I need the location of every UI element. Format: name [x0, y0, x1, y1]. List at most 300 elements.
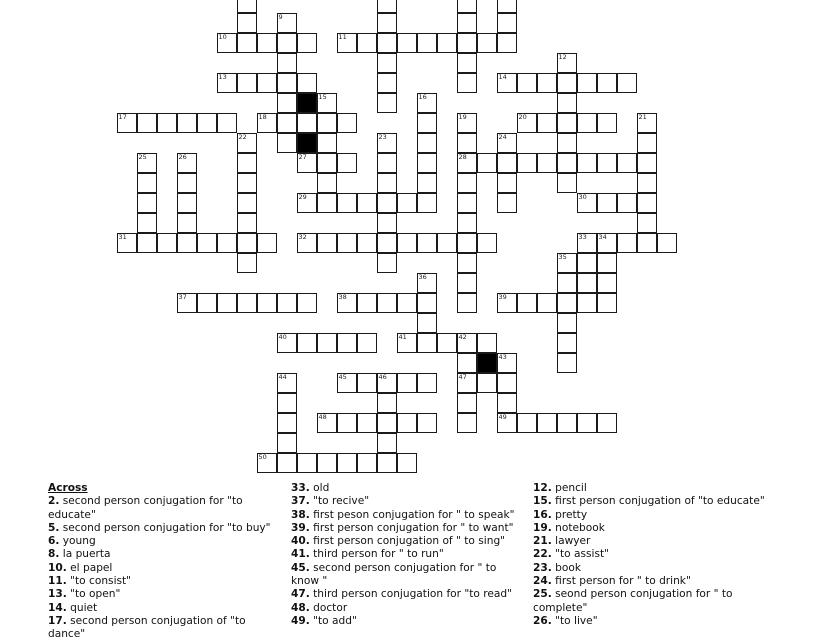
grid-cell[interactable]	[157, 113, 177, 133]
grid-cell[interactable]	[237, 293, 257, 313]
grid-cell[interactable]	[457, 13, 477, 33]
grid-cell[interactable]	[417, 293, 437, 313]
grid-cell[interactable]	[457, 33, 477, 53]
grid-cell[interactable]	[377, 193, 397, 213]
grid-cell[interactable]	[357, 453, 377, 473]
grid-cell[interactable]	[237, 133, 257, 153]
grid-cell[interactable]	[357, 413, 377, 433]
grid-cell[interactable]	[497, 133, 517, 153]
grid-cell[interactable]	[457, 373, 477, 393]
clue-number: 14	[498, 72, 507, 81]
grid-cell[interactable]	[597, 73, 617, 93]
grid-cell[interactable]	[557, 73, 577, 93]
grid-cell[interactable]	[337, 153, 357, 173]
grid-cell[interactable]	[457, 353, 477, 373]
grid-cell[interactable]	[277, 93, 297, 113]
grid-cell[interactable]	[637, 153, 657, 173]
clue-number: 50	[258, 452, 267, 461]
clue-item	[533, 522, 773, 535]
grid-cell[interactable]	[137, 153, 157, 173]
grid-cell[interactable]	[197, 233, 217, 253]
clue-item-number: 14.	[48, 601, 67, 614]
clue-item-number: 16.	[533, 508, 552, 521]
grid-cell[interactable]	[277, 293, 297, 313]
clue-item-number: 45.	[291, 561, 310, 574]
grid-cell[interactable]	[357, 293, 377, 313]
grid-cell[interactable]	[277, 113, 297, 133]
grid-cell[interactable]	[377, 233, 397, 253]
clue-item-number: 13.	[48, 588, 67, 601]
clue-item	[48, 495, 286, 522]
grid-cell[interactable]	[457, 293, 477, 313]
clue-number: 13	[218, 72, 227, 81]
grid-cell[interactable]	[497, 193, 517, 213]
grid-cell[interactable]	[277, 53, 297, 73]
grid-cell[interactable]	[337, 373, 357, 393]
grid-cell[interactable]	[317, 333, 337, 353]
grid-cell[interactable]	[457, 253, 477, 273]
grid-cell[interactable]	[597, 193, 617, 213]
grid-cell[interactable]	[277, 453, 297, 473]
clue-item-number: 19.	[533, 521, 552, 534]
clue-number: 35	[558, 252, 567, 261]
grid-cell[interactable]	[417, 313, 437, 333]
grid-cell[interactable]	[577, 73, 597, 93]
grid-cell[interactable]	[577, 293, 597, 313]
grid-cell[interactable]	[217, 233, 237, 253]
clue-item-text: pretty	[551, 508, 588, 521]
grid-cell[interactable]	[337, 453, 357, 473]
grid-cell[interactable]	[417, 373, 437, 393]
clue-item-number: 5.	[48, 521, 60, 534]
grid-cell[interactable]	[377, 53, 397, 73]
grid-cell[interactable]	[557, 413, 577, 433]
grid-cell[interactable]	[177, 193, 197, 213]
grid-cell[interactable]	[397, 373, 417, 393]
grid-cell[interactable]	[417, 173, 437, 193]
grid-cell[interactable]	[477, 233, 497, 253]
clue-number: 27	[298, 152, 307, 161]
grid-cell[interactable]	[597, 273, 617, 293]
grid-cell[interactable]	[297, 153, 317, 173]
clue-item	[291, 548, 527, 561]
grid-cell[interactable]	[417, 233, 437, 253]
grid-cell[interactable]	[377, 73, 397, 93]
grid-cell[interactable]	[377, 433, 397, 453]
grid-cell[interactable]	[497, 293, 517, 313]
grid-cell[interactable]	[377, 253, 397, 273]
clue-item-text: first peson conjugation for " to speak"	[309, 508, 515, 521]
grid-cell[interactable]	[317, 173, 337, 193]
grid-cell[interactable]	[317, 93, 337, 113]
grid-cell[interactable]	[297, 33, 317, 53]
grid-cell[interactable]	[517, 413, 537, 433]
grid-cell[interactable]	[297, 293, 317, 313]
grid-cell[interactable]	[377, 13, 397, 33]
clue-number: 24	[498, 132, 507, 141]
grid-cell[interactable]	[337, 193, 357, 213]
grid-cell[interactable]	[157, 233, 177, 253]
grid-cell[interactable]	[457, 333, 477, 353]
grid-cell[interactable]	[577, 113, 597, 133]
grid-cell[interactable]	[537, 73, 557, 93]
grid-cell[interactable]	[617, 193, 637, 213]
grid-cell[interactable]	[457, 113, 477, 133]
grid-cell[interactable]	[217, 113, 237, 133]
grid-cell[interactable]	[237, 173, 257, 193]
grid-cell[interactable]	[497, 353, 517, 373]
grid-cell[interactable]	[277, 433, 297, 453]
grid-cell[interactable]	[577, 413, 597, 433]
grid-cell[interactable]	[317, 113, 337, 133]
grid-cell[interactable]	[297, 73, 317, 93]
grid-cell[interactable]	[457, 153, 477, 173]
grid-cell[interactable]	[397, 413, 417, 433]
clue-item-number: 23.	[533, 561, 552, 574]
grid-cell[interactable]	[257, 293, 277, 313]
grid-cell[interactable]	[377, 413, 397, 433]
grid-cell[interactable]	[177, 173, 197, 193]
clue-number: 10	[218, 32, 227, 41]
clue-number: 29	[298, 192, 307, 201]
grid-cell[interactable]	[357, 333, 377, 353]
grid-cell[interactable]	[177, 113, 197, 133]
clue-number: 48	[318, 412, 327, 421]
grid-cell[interactable]	[457, 73, 477, 93]
clue-item	[48, 615, 286, 642]
clue-item	[533, 548, 773, 561]
grid-cell[interactable]	[337, 233, 357, 253]
clue-number: 38	[338, 292, 347, 301]
grid-cell[interactable]	[277, 333, 297, 353]
clue-number: 16	[418, 92, 427, 101]
grid-cell[interactable]	[597, 153, 617, 173]
grid-cell[interactable]	[497, 13, 517, 33]
clue-number: 28	[458, 152, 467, 161]
grid-cell[interactable]	[417, 193, 437, 213]
grid-cell[interactable]	[137, 233, 157, 253]
grid-cell[interactable]	[497, 393, 517, 413]
grid-cell[interactable]	[597, 233, 617, 253]
clue-item-number: 21.	[533, 535, 552, 548]
clue-item	[291, 562, 527, 589]
grid-cell[interactable]	[557, 153, 577, 173]
grid-cell[interactable]	[557, 353, 577, 373]
clue-item-text: book	[551, 561, 581, 574]
grid-cell[interactable]	[237, 233, 257, 253]
grid-cell[interactable]	[457, 273, 477, 293]
grid-cell[interactable]	[417, 93, 437, 113]
grid-cell[interactable]	[177, 233, 197, 253]
grid-cell[interactable]	[637, 133, 657, 153]
blocked-cell	[297, 93, 317, 113]
clue-item-text: second person conjugation for "to educate"	[48, 495, 243, 521]
grid-cell[interactable]	[377, 33, 397, 53]
grid-cell[interactable]	[397, 233, 417, 253]
clue-number: 42	[458, 332, 467, 341]
grid-cell[interactable]	[457, 393, 477, 413]
grid-cell[interactable]	[237, 213, 257, 233]
grid-cell[interactable]	[417, 153, 437, 173]
grid-cell[interactable]	[597, 253, 617, 273]
grid-cell[interactable]	[277, 73, 297, 93]
grid-cell[interactable]	[637, 193, 657, 213]
grid-cell[interactable]	[357, 193, 377, 213]
clue-item-number: 22.	[533, 548, 552, 561]
grid-cell[interactable]	[497, 33, 517, 53]
grid-cell[interactable]	[197, 293, 217, 313]
grid-cell[interactable]	[257, 33, 277, 53]
grid-cell[interactable]	[557, 173, 577, 193]
grid-cell[interactable]	[297, 113, 317, 133]
grid-cell[interactable]	[117, 113, 137, 133]
grid-cell[interactable]	[257, 453, 277, 473]
grid-cell[interactable]	[557, 313, 577, 333]
grid-cell[interactable]	[417, 133, 437, 153]
clue-item	[48, 562, 286, 575]
clue-item-text: second person conjugation of "to dance"	[48, 614, 246, 641]
down-clue-list	[533, 482, 773, 628]
grid-cell[interactable]	[177, 153, 197, 173]
grid-cell[interactable]	[377, 173, 397, 193]
grid-cell[interactable]	[417, 33, 437, 53]
grid-cell[interactable]	[557, 273, 577, 293]
grid-cell[interactable]	[557, 53, 577, 73]
grid-cell[interactable]	[317, 453, 337, 473]
grid-cell[interactable]	[277, 393, 297, 413]
grid-cell[interactable]	[357, 33, 377, 53]
clue-number: 17	[118, 112, 127, 121]
grid-cell[interactable]	[397, 333, 417, 353]
grid-cell[interactable]	[237, 33, 257, 53]
grid-cell[interactable]	[277, 133, 297, 153]
grid-cell[interactable]	[217, 73, 237, 93]
grid-cell[interactable]	[457, 133, 477, 153]
grid-cell[interactable]	[557, 253, 577, 273]
grid-cell[interactable]	[637, 113, 657, 133]
grid-cell[interactable]	[217, 33, 237, 53]
grid-cell[interactable]	[497, 153, 517, 173]
grid-cell[interactable]	[337, 333, 357, 353]
grid-cell[interactable]	[397, 33, 417, 53]
grid-cell[interactable]	[577, 193, 597, 213]
clue-item-number: 48.	[291, 601, 310, 614]
grid-cell[interactable]	[137, 213, 157, 233]
clue-number: 18	[258, 112, 267, 121]
grid-cell[interactable]	[277, 33, 297, 53]
clue-item-text: quiet	[66, 601, 98, 614]
grid-cell[interactable]	[637, 233, 657, 253]
grid-cell[interactable]	[337, 413, 357, 433]
grid-cell[interactable]	[417, 113, 437, 133]
grid-cell[interactable]	[557, 133, 577, 153]
clue-number: 23	[378, 132, 387, 141]
grid-cell[interactable]	[317, 153, 337, 173]
grid-cell[interactable]	[377, 0, 397, 13]
clue-number: 9	[278, 12, 283, 21]
grid-cell[interactable]	[517, 113, 537, 133]
grid-cell[interactable]	[597, 413, 617, 433]
grid-cell[interactable]	[497, 0, 517, 13]
grid-cell[interactable]	[437, 33, 457, 53]
grid-cell[interactable]	[557, 293, 577, 313]
grid-cell[interactable]	[477, 333, 497, 353]
clue-item-text: first person conjugation for " to want"	[309, 521, 514, 534]
grid-cell[interactable]	[317, 413, 337, 433]
grid-cell[interactable]	[597, 113, 617, 133]
grid-cell[interactable]	[257, 233, 277, 253]
grid-cell[interactable]	[317, 133, 337, 153]
grid-cell[interactable]	[137, 193, 157, 213]
grid-cell[interactable]	[397, 453, 417, 473]
grid-cell[interactable]	[617, 233, 637, 253]
grid-cell[interactable]	[617, 153, 637, 173]
grid-cell[interactable]	[377, 93, 397, 113]
grid-cell[interactable]	[457, 0, 477, 13]
grid-cell[interactable]	[637, 213, 657, 233]
grid-cell[interactable]	[537, 293, 557, 313]
grid-cell[interactable]	[497, 173, 517, 193]
clue-item-number: 11.	[48, 575, 67, 588]
clue-item	[533, 588, 773, 615]
grid-cell[interactable]	[257, 73, 277, 93]
clue-item-number: 39.	[291, 521, 310, 534]
across-heading: Across	[48, 482, 88, 494]
grid-cell[interactable]	[657, 233, 677, 253]
clue-item	[48, 522, 286, 535]
grid-cell[interactable]	[377, 213, 397, 233]
grid-cell[interactable]	[357, 233, 377, 253]
grid-cell[interactable]	[297, 453, 317, 473]
across-clue-list-continued	[291, 482, 527, 628]
grid-cell[interactable]	[557, 113, 577, 133]
grid-cell[interactable]	[577, 253, 597, 273]
grid-cell[interactable]	[577, 273, 597, 293]
grid-cell[interactable]	[497, 73, 517, 93]
grid-cell[interactable]	[177, 293, 197, 313]
grid-cell[interactable]	[517, 153, 537, 173]
grid-cell[interactable]	[137, 173, 157, 193]
grid-cell[interactable]	[457, 413, 477, 433]
grid-cell[interactable]	[537, 413, 557, 433]
grid-cell[interactable]	[377, 153, 397, 173]
clue-item	[291, 588, 527, 601]
clue-item-number: 26.	[533, 614, 552, 627]
grid-cell[interactable]	[517, 293, 537, 313]
clue-item	[48, 602, 286, 615]
grid-cell[interactable]	[237, 193, 257, 213]
clue-number: 19	[458, 112, 467, 121]
grid-cell[interactable]	[497, 373, 517, 393]
grid-cell[interactable]	[557, 93, 577, 113]
grid-cell[interactable]	[357, 373, 377, 393]
grid-cell[interactable]	[237, 153, 257, 173]
grid-cell[interactable]	[117, 233, 137, 253]
clue-item	[533, 482, 773, 495]
grid-cell[interactable]	[417, 273, 437, 293]
grid-cell[interactable]	[437, 333, 457, 353]
grid-cell[interactable]	[317, 233, 337, 253]
grid-cell[interactable]	[337, 293, 357, 313]
clue-number: 25	[138, 152, 147, 161]
grid-cell[interactable]	[477, 153, 497, 173]
clue-item-text: "to add"	[309, 614, 357, 627]
grid-cell[interactable]	[257, 113, 277, 133]
grid-cell[interactable]	[277, 413, 297, 433]
grid-cell[interactable]	[277, 373, 297, 393]
grid-cell[interactable]	[537, 113, 557, 133]
grid-cell[interactable]	[417, 413, 437, 433]
grid-cell[interactable]	[497, 413, 517, 433]
grid-cell[interactable]	[477, 33, 497, 53]
clue-number: 39	[498, 292, 507, 301]
clue-item-number: 17.	[48, 614, 67, 627]
grid-cell[interactable]	[297, 233, 317, 253]
clue-item	[48, 548, 286, 561]
clue-item-number: 40.	[291, 535, 310, 548]
grid-cell[interactable]	[237, 0, 257, 13]
grid-cell[interactable]	[377, 453, 397, 473]
clue-number: 36	[418, 272, 427, 281]
grid-cell[interactable]	[137, 113, 157, 133]
grid-cell[interactable]	[537, 153, 557, 173]
grid-cell[interactable]	[237, 253, 257, 273]
grid-cell[interactable]	[437, 233, 457, 253]
grid-cell[interactable]	[397, 293, 417, 313]
grid-cell[interactable]	[337, 113, 357, 133]
grid-cell[interactable]	[637, 173, 657, 193]
grid-cell[interactable]	[577, 153, 597, 173]
grid-cell[interactable]	[617, 73, 637, 93]
clue-number: 20	[518, 112, 527, 121]
grid-cell[interactable]	[197, 113, 217, 133]
grid-cell[interactable]	[377, 293, 397, 313]
clue-item	[291, 535, 527, 548]
grid-cell[interactable]	[377, 393, 397, 413]
clue-item-text: notebook	[551, 521, 605, 534]
grid-cell[interactable]	[297, 193, 317, 213]
grid-cell[interactable]	[457, 53, 477, 73]
grid-cell[interactable]	[597, 293, 617, 313]
grid-cell[interactable]	[177, 213, 197, 233]
grid-cell[interactable]	[557, 333, 577, 353]
grid-cell[interactable]	[477, 373, 497, 393]
grid-cell[interactable]	[237, 13, 257, 33]
grid-cell[interactable]	[297, 333, 317, 353]
grid-cell[interactable]	[457, 173, 477, 193]
grid-cell[interactable]	[397, 193, 417, 213]
grid-cell[interactable]	[337, 33, 357, 53]
grid-cell[interactable]	[417, 333, 437, 353]
grid-cell[interactable]	[457, 233, 477, 253]
clue-item	[291, 495, 527, 508]
grid-cell[interactable]	[377, 373, 397, 393]
grid-cell[interactable]	[377, 133, 397, 153]
grid-cell[interactable]	[237, 73, 257, 93]
grid-cell[interactable]	[317, 193, 337, 213]
clue-item-number: 41.	[291, 548, 310, 561]
clue-number: 33	[578, 232, 587, 241]
grid-cell[interactable]	[217, 293, 237, 313]
clue-item	[533, 562, 773, 575]
grid-cell[interactable]	[457, 193, 477, 213]
grid-cell[interactable]	[277, 13, 297, 33]
grid-cell[interactable]	[577, 233, 597, 253]
grid-cell[interactable]	[457, 213, 477, 233]
grid-cell[interactable]	[517, 73, 537, 93]
clue-number: 47	[458, 372, 467, 381]
clue-number: 37	[178, 292, 187, 301]
